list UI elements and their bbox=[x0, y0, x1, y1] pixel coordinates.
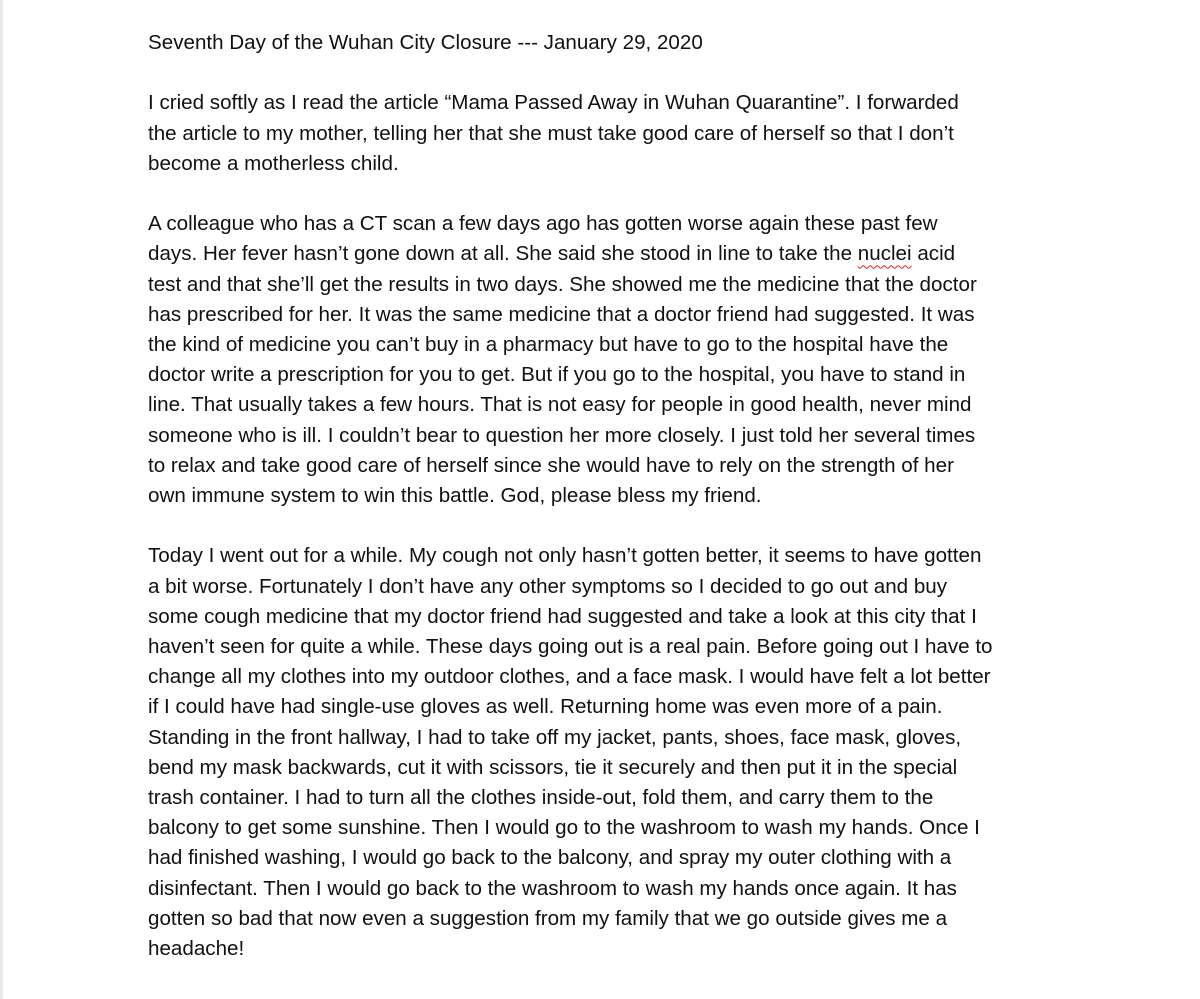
text-line: gotten so bad that now even a suggestion from my family that we go outside gives me a bbox=[148, 906, 948, 930]
text-line: bend my mask backwards, cut it with scissors, tie it securely and then put it in the special bbox=[148, 755, 958, 779]
text-line: a bit worse. Fortunately I don’t have any other symptoms so I decided to go out and buy bbox=[148, 574, 948, 598]
text-line: to relax and take good care of herself since she would have to rely on the strength of her bbox=[148, 453, 954, 477]
text-line: doctor write a prescription for you to get. But if you go to the hospital, you have to stand in bbox=[148, 363, 966, 387]
paragraph-1 bbox=[148, 88, 1068, 179]
text-line: line. That usually takes a few hours. That is not easy for people in good health, never mind bbox=[148, 393, 972, 417]
text-line: the article to my mother, telling her that she must take good care of herself so that I don’t bbox=[148, 121, 954, 145]
spellcheck-flagged-word[interactable]: nuclei bbox=[857, 242, 912, 266]
document-title: Seventh Day of the Wuhan City Closure --- January 29, 2020 bbox=[148, 31, 703, 54]
text-line: some cough medicine that my doctor friend had suggested and take a look at this city that I bbox=[148, 604, 977, 628]
text-line: if I could have had single-use gloves as well. Returning home was even more of a pain. bbox=[148, 695, 943, 719]
text-line: test and that she’ll get the results in two days. She showed me the medicine that the doctor bbox=[148, 272, 977, 296]
text-line: I cried softly as I read the article “Mama Passed Away in Wuhan Quarantine”. I forwarded bbox=[148, 91, 959, 115]
text-line: A colleague who has a CT scan a few days ago has gotten worse again these past few bbox=[148, 212, 938, 236]
text-line: had finished washing, I would go back to the balcony, and spray my outer clothing with a bbox=[148, 846, 952, 870]
paragraph-3 bbox=[148, 541, 1068, 964]
text-line: become a motherless child. bbox=[148, 151, 399, 175]
text-line: change all my clothes into my outdoor clothes, and a face mask. I would have felt a lot better bbox=[148, 665, 991, 689]
text-line bbox=[148, 239, 1068, 269]
text-line: Standing in the front hallway, I had to take off my jacket, pants, shoes, face mask, gloves, bbox=[148, 725, 962, 749]
text-line: trash container. I had to turn all the clothes inside-out, fold them, and carry them to the bbox=[148, 786, 934, 810]
window-left-edge bbox=[0, 0, 3, 999]
text-line: own immune system to win this battle. God, please bless my friend. bbox=[148, 484, 762, 508]
text-line: someone who is ill. I couldn’t bear to question her more closely. I just told her several times bbox=[148, 423, 976, 447]
text-line: the kind of medicine you can’t buy in a pharmacy but have to go to the hospital have the bbox=[148, 333, 949, 356]
document-page[interactable] bbox=[148, 28, 1068, 994]
text-line: Today I went out for a while. My cough not only hasn’t gotten better, it seems to have gotten bbox=[148, 544, 982, 568]
text-line: has prescribed for her. It was the same medicine that a doctor friend had suggested. It was bbox=[148, 302, 975, 326]
text-line: headache! bbox=[148, 937, 245, 961]
text-line: haven’t seen for quite a while. These days going out is a real pain. Before going out I have to bbox=[148, 635, 993, 659]
text-line: disinfectant. Then I would go back to the washroom to wash my hands once again. It has bbox=[148, 876, 957, 900]
paragraph-2 bbox=[148, 209, 1068, 511]
text-line: balcony to get some sunshine. Then I would go to the washroom to wash my hands. Once I bbox=[148, 816, 980, 840]
text-segment: days. Her fever hasn’t gone down at all. She said she stood in line to take the bbox=[148, 242, 858, 266]
text-segment: acid bbox=[911, 242, 956, 266]
